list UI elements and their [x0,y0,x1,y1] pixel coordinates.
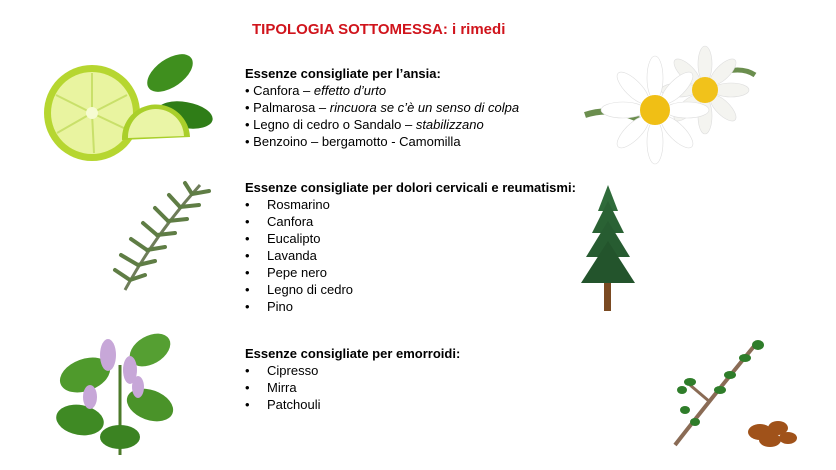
list-item: • Legno di cedro o Sandalo – stabilizzano [245,117,484,132]
list-item: • Rosmarino [245,196,576,213]
list-item: • Legno di cedro [245,281,576,298]
section-cervical [245,179,576,315]
myrrh-image [660,330,805,455]
list-item: • Patchouli [245,396,460,413]
section-hemorrhoids [245,345,460,413]
section-anxiety [245,65,519,150]
list-item: • Pino [245,298,576,315]
remedy-list [245,196,576,315]
pine-tree-image [578,183,638,313]
list-item: • Pepe nero [245,264,576,281]
section-heading: Essenze consigliate per dolori cervicali e reumatismi: [245,180,576,195]
list-item: • Lavanda [245,247,576,264]
list-item: • Benzoino – bergamotto - Camomilla [245,134,461,149]
section-heading: Essenze consigliate per l’ansia: [245,66,441,81]
rosemary-image [105,175,220,295]
list-item: • Canfora [245,213,576,230]
remedy-list [245,362,460,413]
list-item: • Palmarosa – rincuora se c’è un senso di colpa [245,100,520,115]
mint-image [50,325,180,460]
list-item: • Eucalipto [245,230,576,247]
bergamot-image [30,45,215,165]
section-heading: Essenze consigliate per emorroidi: [245,346,461,361]
list-item: • Canfora – effetto d’urto [245,83,387,98]
list-item: • Mirra [245,379,460,396]
list-item: • Cipresso [245,362,460,379]
chamomile-image [575,45,760,170]
page-title: TIPOLOGIA SOTTOMESSA: i rimedi [252,21,506,38]
